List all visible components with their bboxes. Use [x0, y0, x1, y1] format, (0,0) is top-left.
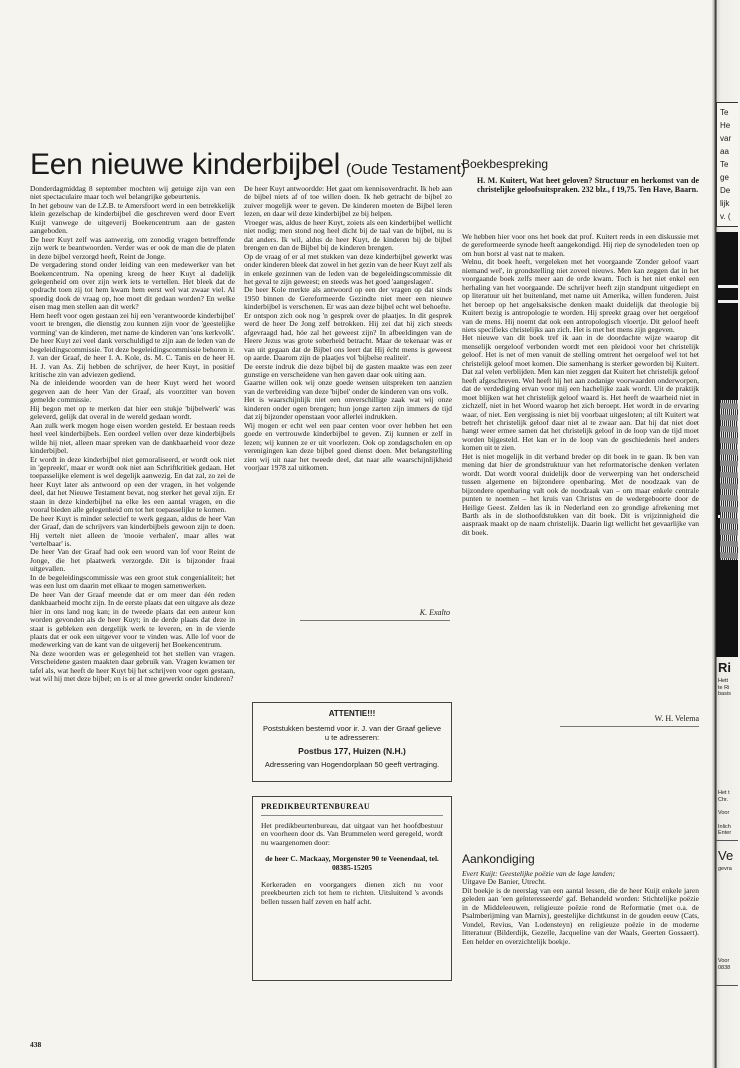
right-box-line: lijk: [720, 199, 730, 208]
signature-rule: [300, 620, 450, 621]
attention-heading: ATTENTIE!!!: [328, 709, 376, 718]
right-text-line: Het t: [718, 790, 730, 796]
attention-line-2: Adressering van Hogendorplaan 50 geeft vertraging.: [264, 760, 440, 769]
paragraph: De vergadering stond onder leiding van een medewerker van het Boekencentrum. Na opening kreeg de heer Kuyt al dadelijk gelegenheid om over zijn werk iets te vertellen. Het bleek dat de opdracht toen zij tot hem kwam hem eerst wel wat zwaar viel. Al spoedig dook de vraag op, hoe moet dit gedaan worden? En welke eisen mag men stellen aan dit werk?: [30, 260, 235, 312]
right-box-line: var: [720, 134, 732, 143]
attention-postbus: Postbus 177, Huizen (N.H.): [298, 745, 406, 756]
right-text-line: basis: [718, 691, 731, 697]
paragraph: Het is waarschijnlijk niet een onverschillige zaak wat wij onze kinderen onder ogen brengen; hun jonge zarten zijn immers de tijd dat zij bijzonder openstaan voor allerlei indrukken.: [244, 395, 452, 422]
paragraph: Na deze woorden was er gelegenheid tot het stellen van vragen. Verscheidene gasten maakten daar gebruik van. Vragen kwamen ter tafel als, wat heeft de heer Kuyt bij het schrijven voor ogen gestaan, wat wil hij met deze bijbel; en is er al mee gewerkt onder kinderen?: [30, 648, 235, 684]
paragraph: De heer Kuyt antwoordde: Het gaat om kennisoverdracht. Ik heb aan de bijbel niets af of toe willen doen. Ik heb getracht de bijbel zo zuiver mogelijk weer te geven. De kinderen moeten de Bijbel leren lezen, en daar wil deze kinderbijbel ze bij helpen.: [244, 184, 452, 219]
right-page-box: [716, 102, 738, 227]
paragraph: In de begeleidingscommissie was een groot stuk congenialiteit; het was een lust om daarin met elkaar te mogen samenwerken.: [30, 572, 235, 591]
paragraph: De heer Van der Graaf had ook een woord van lof voor Reint de Jonge, die het plaatwerk verzorgde. Dit is bijzonder fraai uitgevallen.: [30, 547, 235, 574]
right-box-line: Te: [720, 160, 729, 169]
article-title: [30, 148, 470, 182]
announcement-heading: Aankondiging: [462, 852, 535, 866]
right-text-line: te Ri: [718, 684, 730, 691]
right-photo-highlight: [718, 300, 738, 303]
paragraph: De eerste indruk die deze bijbel bij de gasten maakte was een zeer gunstige en verscheidene van hen gaven daar ook uiting aan.: [244, 361, 452, 379]
announcement-publisher: Uitgave De Banier, Utrecht.: [462, 877, 547, 887]
right-photo-highlight: [718, 285, 738, 288]
paragraph: Er wordt in deze kinderbijbel niet gemoraliseerd, er wordt ook niet in 'gepreekt', maar er wordt ook niet aan Schriftkritiek gedaan. Het toepasselijke element is wel degelijk aanwezig. En dat zal, zo zei de heer Kuyt later als antwoord op een der vragen, in het volgende deel, dat het Nieuwe Testament bevat, nog sterker het geval zijn. Er staan in deze kinderbijbel na elke les een aantal vragen, en die vooral bieden alle gelegenheid om tot het toepasselijke te komen.: [30, 454, 235, 515]
article-signature: K. Exalto: [419, 608, 450, 617]
paragraph: Aan zulk werk mogen hoge eisen worden gesteld. Er bestaan reeds heel veel kinderbijbels. Een oordeel vellen over deze kinderbijbels wilde hij niet, alleen maar spreken van de dankbaarheid voor deze kinderbijbel.: [30, 420, 235, 456]
page-number: 438: [30, 1040, 42, 1049]
right-page-text-4: [716, 958, 740, 971]
paragraph: In het gebouw van de I.Z.B. te Amersfoort werd in een betrekkelijk klein gezelschap de kinderbijbel die geschreven werd door Evert Kuijt vanwege de uitgeverij Boekencentrum aan de gasten aangeboden.: [30, 200, 235, 236]
paragraph: Na de inleidende woorden van de heer Kuyt werd het woord gegeven aan de heer Van der Graaf, als voorzitter van boven gemelde commissie.: [30, 378, 235, 405]
review-heading: Boekbespreking: [462, 157, 549, 171]
article-column-1: [30, 184, 235, 684]
right-box-line: Te: [720, 108, 729, 117]
announcement-lead: Evert Kuijt: Geestelijke poëzie van de lage landen;: [462, 869, 616, 878]
paragraph: Welnu, dit boek heeft, vergeleken met het voorgaande 'Zonder geloof vaart niemand wel', in grondstelling niet zoveel nieuws. Men kan zeggen dat in het voorgaande boek zelfs meer aan de orde kwam. Toch is het niet enkel een herhaling van het voorgaande. De schrijver heeft zijn standpunt uitgediept en op literatuur uit het buitenland, met name uit Amerika, willen funderen. Juist het beroep op het angelsaksische denken maakt duidelijk dat theologie bij Kuitert bezig is antropologie te worden. Hij spreekt graag over het oergeloof van de mens. Hij noemt dat ook een antropologisch vloertje. Dit geloof heeft niets specifieks christelijks aan zich. Het is met het mens zijn gegeven.: [462, 257, 699, 334]
paragraph: Gaarne willen ook wij onze goede wensen uitspreken ten aanzien van de verbreiding van deze 'bijbel' onder de kinderen van ons volk.: [244, 378, 452, 396]
article-title-main: Een nieuwe kinderbijbel: [30, 148, 340, 181]
predikbeurten-address: de heer C. Mackaay, Morgenster 90 te Veenendaal, tel. 08385-15205: [265, 854, 439, 872]
paragraph: De heer Kuyt is minder selectief te werk gegaan, aldus de heer Van der Graaf, dan de schrijvers van kinderbijbels gewoon zijn te doen. Hij vertelt niet alleen de 'mooie verhalen', maar alles wat 'vertelbaar' is.: [30, 513, 235, 549]
review-column: [462, 233, 699, 711]
right-text-line: Voor: [718, 958, 730, 964]
announcement-column: [462, 870, 699, 1002]
right-text-line: 0838: [718, 964, 731, 971]
article-column-2: [244, 184, 452, 472]
paragraph: Donderdagmiddag 8 september mochten wij getuige zijn van een niet spectaculaire maar toch wel belangrijke gebeurtenis.: [30, 184, 235, 202]
right-divider: [716, 985, 738, 986]
right-box-line: v. (: [720, 212, 731, 221]
right-text-line: Voor: [718, 810, 730, 816]
paragraph: Hem heeft voor ogen gestaan zei hij een 'verantwoorde kinderbijbel' voort te brengen, die dienstig zou kunnen zijn voor de 'geestelijke vorming' van de kinderen, met name de kinderen van 'ons kerkvolk'.: [30, 310, 235, 337]
right-photo-stripes: [720, 400, 738, 560]
right-page-heading-2: Ve: [718, 848, 734, 863]
right-page-text-2: [716, 790, 740, 837]
paragraph: De heer Van der Graaf meende dat er om meer dan één reden dankbaarheid mocht zijn. In de eerste plaats dat een uitgave als deze hier in ons land nog kan; in de tweede plaats dat een auteur kon worden gevonden als de heer Kuyt; in de derde plaats dat deze in staat is gebleken een dergelijk werk te leveren, en in de vierde plaats dat er ook een uitgever voor te vinden was. Alle lof voor de medewerking van de kant van de uitgeverij het Boekencentrum.: [30, 589, 235, 650]
right-box-line: De: [720, 186, 731, 195]
right-divider: [716, 840, 738, 841]
predikbeurten-heading: PREDIKBEURTENBUREAU: [261, 803, 443, 816]
paragraph: Het nieuwe van dit boek tref ik aan in de doordachte wijze waarop dit menselijk oergeloof verbonden wordt met een pleidooi voor het christelijk geloof. Het is net of men vanuit de stelling omtrent het oergeloof wel tot het christelijk geloof moet komen. Die samenhang is sterker geworden bij Kuitert. Dat zal velen verblijden. Men kan niet zeggen dat Kuitert het christelijk geloof heeft afgeschreven. Wel heeft hij het aan zodanige voorwaarden onderworpen, dat de verdediging ervan voor mij een hachelijke zaak wordt. Uit de praktijk moet blijken wat het christelijk geloof waard is. Het heeft de waarheid niet in zichzelf, niet in het Woord waarop het zich beroept. Het wordt in de ervaring waar, of niet. Een vergissing is niet bij voorbaat uitgesloten; al tilt Kuitert wat betreft het christelijk geloof daar niet al te zwaar aan. Dat hij dat niet doet hangt weer ermee samen dat het christelijk geloof in de loop van de tijd moet worden bijgesteld. Het kan er in de loop van de geschiedenis heel anders komen uit te zien.: [462, 333, 699, 453]
right-page-text-1: [716, 678, 740, 698]
signature-rule: [560, 726, 699, 727]
right-text-line: gevra: [718, 866, 732, 872]
announcement-body: Dit boekje is de neerslag van een aantal lessen, die de heer Kuijt enkele jaren geleden aan 'een geïnteresseerde' gaf. Behandeld worden: Stichtelijke poëzie in de Middeleeuwen, religieuze poëzie rond de Reformatie (met o.a. de Psalmberijming van Marnix), geestelijke dichtkunst in de gouden eeuw (Cats, Vondel, Revius, Van Lodensteyn) en religieuze poëzie in de moderne litteratuur (Bilderdijk, Gezelle, Jacqueline van der Waals, Geerten Gossaert). Een helder en overzichtelijk boekje.: [462, 885, 699, 946]
review-book-info: H. M. Kuitert, Wat heet geloven? Structuur en herkomst van de christelijke geloofsuitspraken. 232 blz., f 19,75. Ten Have, Baarn.: [477, 176, 699, 194]
paragraph: De heer Kuyt zei veel dank verschuldigd te zijn aan de leden van de begeleidingscommissie. Tot deze begeleidingscommissie behoren ir. J. van der Graaf, de heer I. A. Kole, ds. M. C. Tanis en de heer H. H. J. van As. Zij hebben de schrijver, de heer Kuyt, in positief kritische zin van adviezen gediend.: [30, 336, 235, 379]
review-signature: W. H. Velema: [654, 714, 699, 723]
right-box-line: aa: [720, 147, 729, 156]
right-box-line: He: [720, 121, 731, 130]
paragraph: Het is niet mogelijk in dit verband breder op dit boek in te gaan. Ik ben van mening dat hier de grondstruktuur van het reformatorische denken verlaten wordt. Dat wordt vooral duidelijk door de verwerping van het onderscheid tussen algemene en bijzondere openbaring. Met de noodzaak van de bijzondere openbaring valt ook de noodzaak van – om maar enkele centrale punten te noemen – het kruis van Christus en de wedergeboorte door de Heilige Geest. Zelden las ik in Nederland een zo grondige afrekening met Barth als in de slothoofdstukken van dit boek. Dit is vrijzinnigheid die aaspraak maakt op de naam christelijk. Daarin ligt wellicht het gevaarlijke van dit boek.: [462, 451, 699, 537]
predikbeurten-box: [252, 796, 452, 981]
right-box-line: ge: [720, 173, 729, 182]
paragraph: Hij begon met op te merken dat hier een stukje 'bijbelwerk' was geleverd, gelijk dat overal in de wereld gedaan wordt.: [30, 403, 235, 422]
predikbeurten-outro: Kerkeraden en voorgangers dienen zich nu voor preekbeurten zich tot hem te richten. Uitsluitend 's avonds bellen tussen half zeven en half acht.: [261, 879, 443, 906]
right-text-line: Enter: [718, 830, 732, 836]
right-page-heading-1: Ri: [718, 660, 731, 675]
paragraph: Wij mogen er echt wel een paar centen voor over hebben het een goede en vertrouwde kinderbijbel te geven. Zij kunnen er zelf in lezen; wij kunnen ze er uit voorlezen. Ook op zondagscholen en op verenigingen kan deze bijbel goed dienst doen. Met belangstelling zien wij uit naar het tweede deel, dat naar alle waarschijnlijkheid voorjaar 1978 zal uitkomen.: [244, 420, 452, 472]
right-text-line: Hett: [718, 678, 729, 684]
paragraph: Vroeger was, aldus de heer Kuyt, zoiets als een kinderbijbel wellicht niet nodig; men stond nog heel dicht bij de taal van de bijbel, nu is dat anders. Ik wil, aldus de heer Kuyt, de kinderen bij de bijbel brengen en dan de Bijbel bij de kinderen brengen.: [244, 217, 452, 253]
right-page-text-3: [716, 866, 740, 873]
right-text-line: Inlich: [718, 823, 731, 830]
predikbeurten-intro: Het predikbeurtenbureau, dat uitgaat van het hoofdbestuur en voorheen door ds. Van Brummelen werd geregeld, wordt nu waargenomen door:: [261, 820, 443, 847]
paragraph: Er ontspon zich ook nog 'n gesprek over de plaatjes. In dit gesprek werd de heer De Jong zelf betrokken. Hij zei dat hij zich steeds afgevraagd had, hóe zal het geweest zijn? In afbeeldingen van de Heere Jezus was grote soberheid betracht. Maar de tekenaar was er van uit gegaan dat de Bijbel ons leert dat Hij écht mens is geweest op aarde. Daarom zijn de plaatjes vol 'bijbelse realiteit'.: [244, 310, 452, 363]
article-subtitle: (Oude Testament): [345, 161, 466, 178]
paragraph: Op de vraag of er al met stukken van deze kinderbijbel gewerkt was onder kinderen bleek dat zowel in het gezin van de heer Kuyt zelf als in enkele gezinnen van de leden van de begeleidingscommissie dit het geval te zijn geweest; en steeds was het goed 'aangeslagen'.: [244, 251, 452, 286]
attention-box: [252, 702, 452, 782]
right-text-line: Chr.: [718, 796, 729, 803]
paragraph: De heer Kuyt zelf was aanwezig, om zonodig vragen betreffende zijn werk te beantwoorden. Verder was er ook de man die de platen in deze bijbel verzorgd heeft, Reint de Jonge.: [30, 234, 235, 261]
paragraph: We hebben hier voor ons het boek dat prof. Kuitert reeds in een diskussie met de gereformeerde synode heeft aangekondigd. Hij riep de synodeleden toen op om hun borst al vast nat te maken.: [462, 232, 699, 258]
paragraph: De heer Kole merkte als antwoord op een der vragen op dat sinds 1950 binnen de Gereformeerde Gezindte niet meer een nieuwe kinderbijbel is verschenen. Er was aan deze bijbel echt wel behoefte.: [244, 285, 452, 312]
attention-line-1: Poststukken bestemd voor ir. J. van der Graaf gelieve u te adresseren:: [262, 723, 441, 742]
